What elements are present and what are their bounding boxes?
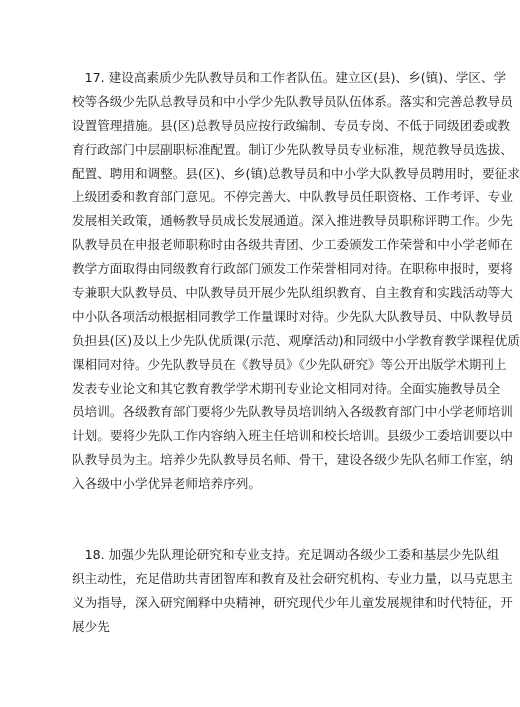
text-line: 设置管理措施。县(区)总教导员应按行政编制、专员专岗、不低于同级团委或教 [72,117,511,133]
text-line-last: 展少先 [72,618,110,634]
text-line: 17. 建设高素质少先队教导员和工作者队伍。建立区(县)、乡(镇)、学区、学 [72,70,507,85]
paragraph-17 [72,66,520,496]
text-line: 员培训。各级教育部门要将少先队教导员培训纳入各级教育部门中小学老师培训 [72,404,513,420]
text-line: 教学方面取得由同级教育行政部门颁发工作荣誉相同对待。在职称申报时，要将 [72,261,513,277]
paragraph-18 [72,543,513,639]
text-line: 校等各级少先队总教导员和中小学少先队教导员队伍体系。落实和完善总教导员 [72,93,513,109]
text-line: 上级团委和教育部门意见。不停完善大、中队教导员任职资格、工作考评、专业 [72,189,513,205]
text-line: 队教导员为主。培养少先队教导员名师、骨干，建设各级少先队名师工作室，纳 [72,452,513,468]
text-line: 中小队各项活动根据相同教学工作量课时对待。少先队大队教导员、中队教导员 [72,308,513,324]
text-line: 发表专业论文和其它教育教学学术期刊专业论文相同对待。全面实施教导员全 [72,380,501,396]
text-line: 义为指导，深入研究阐释中央精神，研究现代少年儿童发展规律和时代特征，开 [72,594,513,610]
text-line: 计划。要将少先队工作内容纳入班主任培训和校长培训。县级少工委培训要以中 [72,428,513,444]
text-line: 配置、聘用和调整。县(区)、乡(镇)总教导员和中小学大队教导员聘用时，要征求 [72,165,520,181]
text-line: 育行政部门中层副职标准配置。制订少先队教导员专业标准，规范教导员选拔、 [72,141,513,157]
text-line: 课相同对待。少先队教导员在《教导员》《少先队研究》等公开出版学术期刊上 [72,356,507,372]
text-line: 18. 加强少先队理论研究和专业支持。充足调动各级少工委和基层少先队组 [72,547,500,562]
text-line: 发展相关政策，通畅教导员成长发展通道。深入推进教导员职称评聘工作。少先 [72,213,513,229]
text-line: 织主动性，充足借助共青团智库和教育及社会研究机构、专业力量，以马克思主 [72,570,513,586]
text-line: 负担县(区)及以上少先队优质课(示范、观摩活动)和同级中小学教育教学课程优质 [72,332,520,348]
text-line-last: 入各级中小学优异老师培养序列。 [72,476,261,492]
text-line: 队教导员在申报老师职称时由各级共青团、少工委颁发工作荣誉和中小学老师在 [72,237,513,253]
text-line: 专兼职大队教导员、中队教导员开展少先队组织教育、自主教育和实践活动等大 [72,285,513,301]
